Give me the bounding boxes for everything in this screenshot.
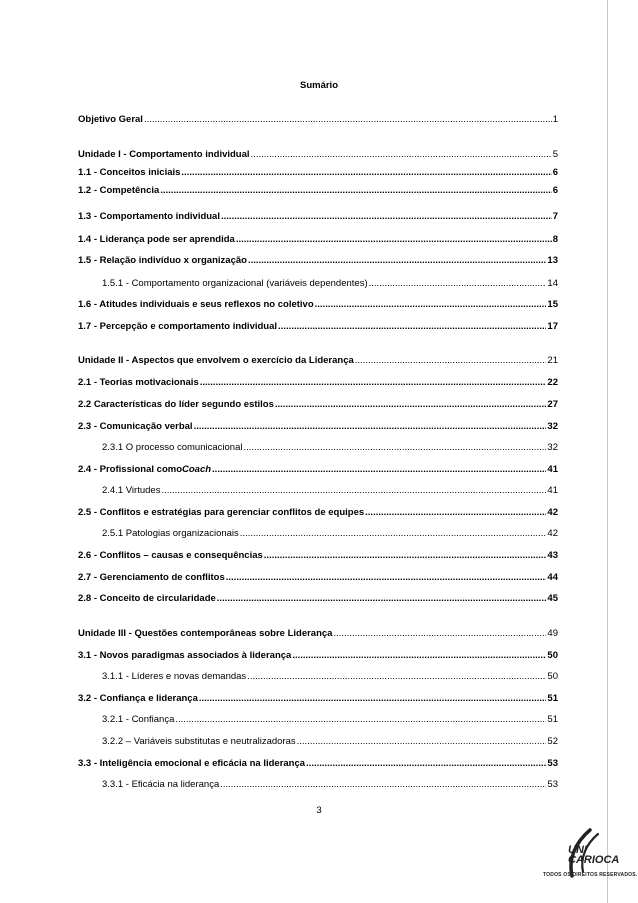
toc-entry-label-emphasis: Coach <box>182 464 212 475</box>
toc-entry-page: 32 <box>547 442 558 453</box>
toc-entry[interactable] <box>78 298 558 312</box>
toc-entry-page: 27 <box>547 399 558 410</box>
logo-line1: UNI <box>568 844 587 856</box>
toc-entry-page: 51 <box>547 714 558 725</box>
toc-entry[interactable] <box>78 254 558 268</box>
toc-entry[interactable] <box>102 484 558 498</box>
toc-entry-page: 6 <box>552 167 558 178</box>
toc-entry[interactable] <box>102 277 558 291</box>
toc-leader-dots <box>144 113 552 127</box>
logo-caption: TODOS OS DIREITOS RESERVADOS. <box>543 872 638 878</box>
toc-entry-label: 2.3 - Comunicação verbal <box>78 421 193 432</box>
toc-entry-page: 32 <box>547 421 558 432</box>
toc-leader-dots <box>333 627 546 641</box>
toc-entry-page: 17 <box>547 321 558 332</box>
toc-leader-dots <box>181 166 551 180</box>
toc-entry-label: 1.7 - Percepção e comportamento individual <box>78 321 278 332</box>
toc-leader-dots <box>251 148 552 162</box>
toc-entry[interactable] <box>78 592 558 606</box>
toc-entry-page: 21 <box>547 355 558 366</box>
toc-entry-label: 2.5 - Conflitos e estratégias para gerenciar conflitos de equipes <box>78 507 365 518</box>
toc-entry-label: 2.8 - Conceito de circularidade <box>78 593 216 604</box>
toc-leader-dots <box>243 441 546 455</box>
toc-leader-dots <box>200 376 547 390</box>
toc-entry-page: 43 <box>547 550 558 561</box>
toc-entry[interactable] <box>78 113 558 127</box>
toc-entry-label: 3.2.1 - Confiança <box>102 714 175 725</box>
toc-entry-page: 45 <box>547 593 558 604</box>
toc-entry-label: 3.1.1 - Líderes e novas demandas <box>102 671 247 682</box>
toc-leader-dots <box>355 354 547 368</box>
toc-entry-page: 50 <box>547 650 558 661</box>
toc-entry-label: 1.2 - Competência <box>78 185 160 196</box>
toc-entry-label: 1.5.1 - Comportamento organizacional (variáveis dependentes) <box>102 278 368 289</box>
toc-entry-page: 15 <box>547 299 558 310</box>
toc-entry-label: 2.1 - Teorias motivacionais <box>78 377 199 388</box>
toc-entry[interactable] <box>78 184 558 198</box>
toc-entry-label: Objetivo Geral <box>78 114 143 125</box>
toc-leader-dots <box>160 184 551 198</box>
toc-leader-dots <box>306 757 546 771</box>
toc-leader-dots <box>199 692 547 706</box>
toc-entry-page: 49 <box>547 628 558 639</box>
toc-entry[interactable] <box>102 735 558 749</box>
toc-leader-dots <box>175 713 546 727</box>
toc-leader-dots <box>369 277 547 291</box>
toc-entry-label: 2.4.1 Virtudes <box>102 485 161 496</box>
toc-entry[interactable] <box>78 571 558 585</box>
toc-entry[interactable] <box>102 527 558 541</box>
toc-leader-dots <box>226 571 547 585</box>
toc-entry[interactable] <box>78 233 558 247</box>
toc-entry-page: 14 <box>547 278 558 289</box>
toc-entry-label: 1.3 - Comportamento individual <box>78 211 220 222</box>
toc-entry[interactable] <box>78 354 558 368</box>
toc-entry-label: 1.5 - Relação indivíduo x organização <box>78 255 247 266</box>
toc-entry[interactable] <box>78 376 558 390</box>
toc-entry[interactable] <box>78 166 558 180</box>
toc-entry[interactable] <box>78 148 558 162</box>
page-number: 3 <box>316 805 322 816</box>
toc-leader-dots <box>161 484 546 498</box>
logo-wordmark <box>568 845 619 865</box>
toc-entry-label: 3.3 - Inteligência emocional e eficácia na liderança <box>78 758 306 769</box>
toc-entry[interactable] <box>78 398 558 412</box>
toc-entry-label: Unidade I - Comportamento individual <box>78 149 250 160</box>
toc-leader-dots <box>315 298 547 312</box>
toc-entry-page: 7 <box>552 211 558 222</box>
toc-entry-label: 3.2 - Confiança e liderança <box>78 693 198 704</box>
toc-leader-dots <box>212 463 546 477</box>
toc-entry-page: 41 <box>547 485 558 496</box>
toc-entry[interactable] <box>102 670 558 684</box>
toc-entry-label: Unidade III - Questões contemporâneas sobre Liderança <box>78 628 333 639</box>
toc-entry-label: 1.1 - Conceitos iniciais <box>78 167 181 178</box>
toc-entry-label: 2.7 - Gerenciamento de conflitos <box>78 572 225 583</box>
toc-entry[interactable] <box>102 713 558 727</box>
toc-entry-page: 42 <box>547 507 558 518</box>
toc-entry-label: 3.1 - Novos paradigmas associados à liderança <box>78 650 292 661</box>
toc-entry[interactable] <box>78 463 558 477</box>
toc-entry[interactable] <box>78 627 558 641</box>
toc-entry-page: 8 <box>552 234 558 245</box>
toc-entry-label: 3.2.2 – Variáveis substitutas e neutralizadoras <box>102 736 296 747</box>
toc-entry-page: 5 <box>552 149 558 160</box>
toc-entry-label: Unidade II - Aspectos que envolvem o exercício da Liderança <box>78 355 354 366</box>
toc-entry-page: 52 <box>547 736 558 747</box>
toc-entry[interactable] <box>78 549 558 563</box>
toc-entry-label: 2.5.1 Patologias organizacionais <box>102 528 239 539</box>
logo-line2: CARIOCA <box>568 854 620 866</box>
toc-leader-dots <box>297 735 547 749</box>
toc-entry-label: 1.4 - Liderança pode ser aprendida <box>78 234 235 245</box>
toc-entry[interactable] <box>78 757 558 771</box>
toc-leader-dots <box>236 233 552 247</box>
toc-entry-page: 41 <box>547 464 558 475</box>
toc-leader-dots <box>365 506 546 520</box>
toc-entry-page: 42 <box>547 528 558 539</box>
toc-entry-page: 44 <box>547 572 558 583</box>
toc-leader-dots <box>248 254 546 268</box>
toc-entry[interactable] <box>78 692 558 706</box>
toc-entry-label: 1.6 - Atitudes individuais e seus reflexos no coletivo <box>78 299 314 310</box>
toc-entry[interactable] <box>78 320 558 334</box>
toc-entry-page: 53 <box>547 779 558 790</box>
toc-leader-dots <box>247 670 546 684</box>
toc-entry-label: 2.4 - Profissional como <box>78 464 182 475</box>
toc-entry[interactable] <box>78 420 558 434</box>
toc-entry[interactable] <box>78 649 558 663</box>
toc-entry-page: 22 <box>547 377 558 388</box>
toc-leader-dots <box>217 592 547 606</box>
toc-entry[interactable] <box>102 441 558 455</box>
toc-entry[interactable] <box>78 506 558 520</box>
toc-leader-dots <box>278 320 546 334</box>
toc-leader-dots <box>194 420 547 434</box>
toc-entry-page: 50 <box>547 671 558 682</box>
toc-title: Sumário <box>299 80 338 91</box>
toc-entry-page: 1 <box>552 114 558 125</box>
toc-leader-dots <box>220 778 546 792</box>
toc-entry-label: 2.2 Características do líder segundo estilos <box>78 399 274 410</box>
toc-entry[interactable] <box>102 778 558 792</box>
toc-entry-label: 3.3.1 - Eficácia na liderança <box>102 779 220 790</box>
toc-leader-dots <box>292 649 546 663</box>
toc-entry-page: 6 <box>552 185 558 196</box>
toc-entry[interactable] <box>78 210 558 224</box>
toc-entry-page: 53 <box>547 758 558 769</box>
toc-leader-dots <box>221 210 552 224</box>
toc-leader-dots <box>275 398 547 412</box>
toc-entry-page: 51 <box>547 693 558 704</box>
toc-entry-label: 2.3.1 O processo comunicacional <box>102 442 243 453</box>
toc-leader-dots <box>240 527 547 541</box>
toc-entry-label: 2.6 - Conflitos – causas e consequências <box>78 550 263 561</box>
toc-leader-dots <box>264 549 547 563</box>
toc-entry-page: 13 <box>547 255 558 266</box>
